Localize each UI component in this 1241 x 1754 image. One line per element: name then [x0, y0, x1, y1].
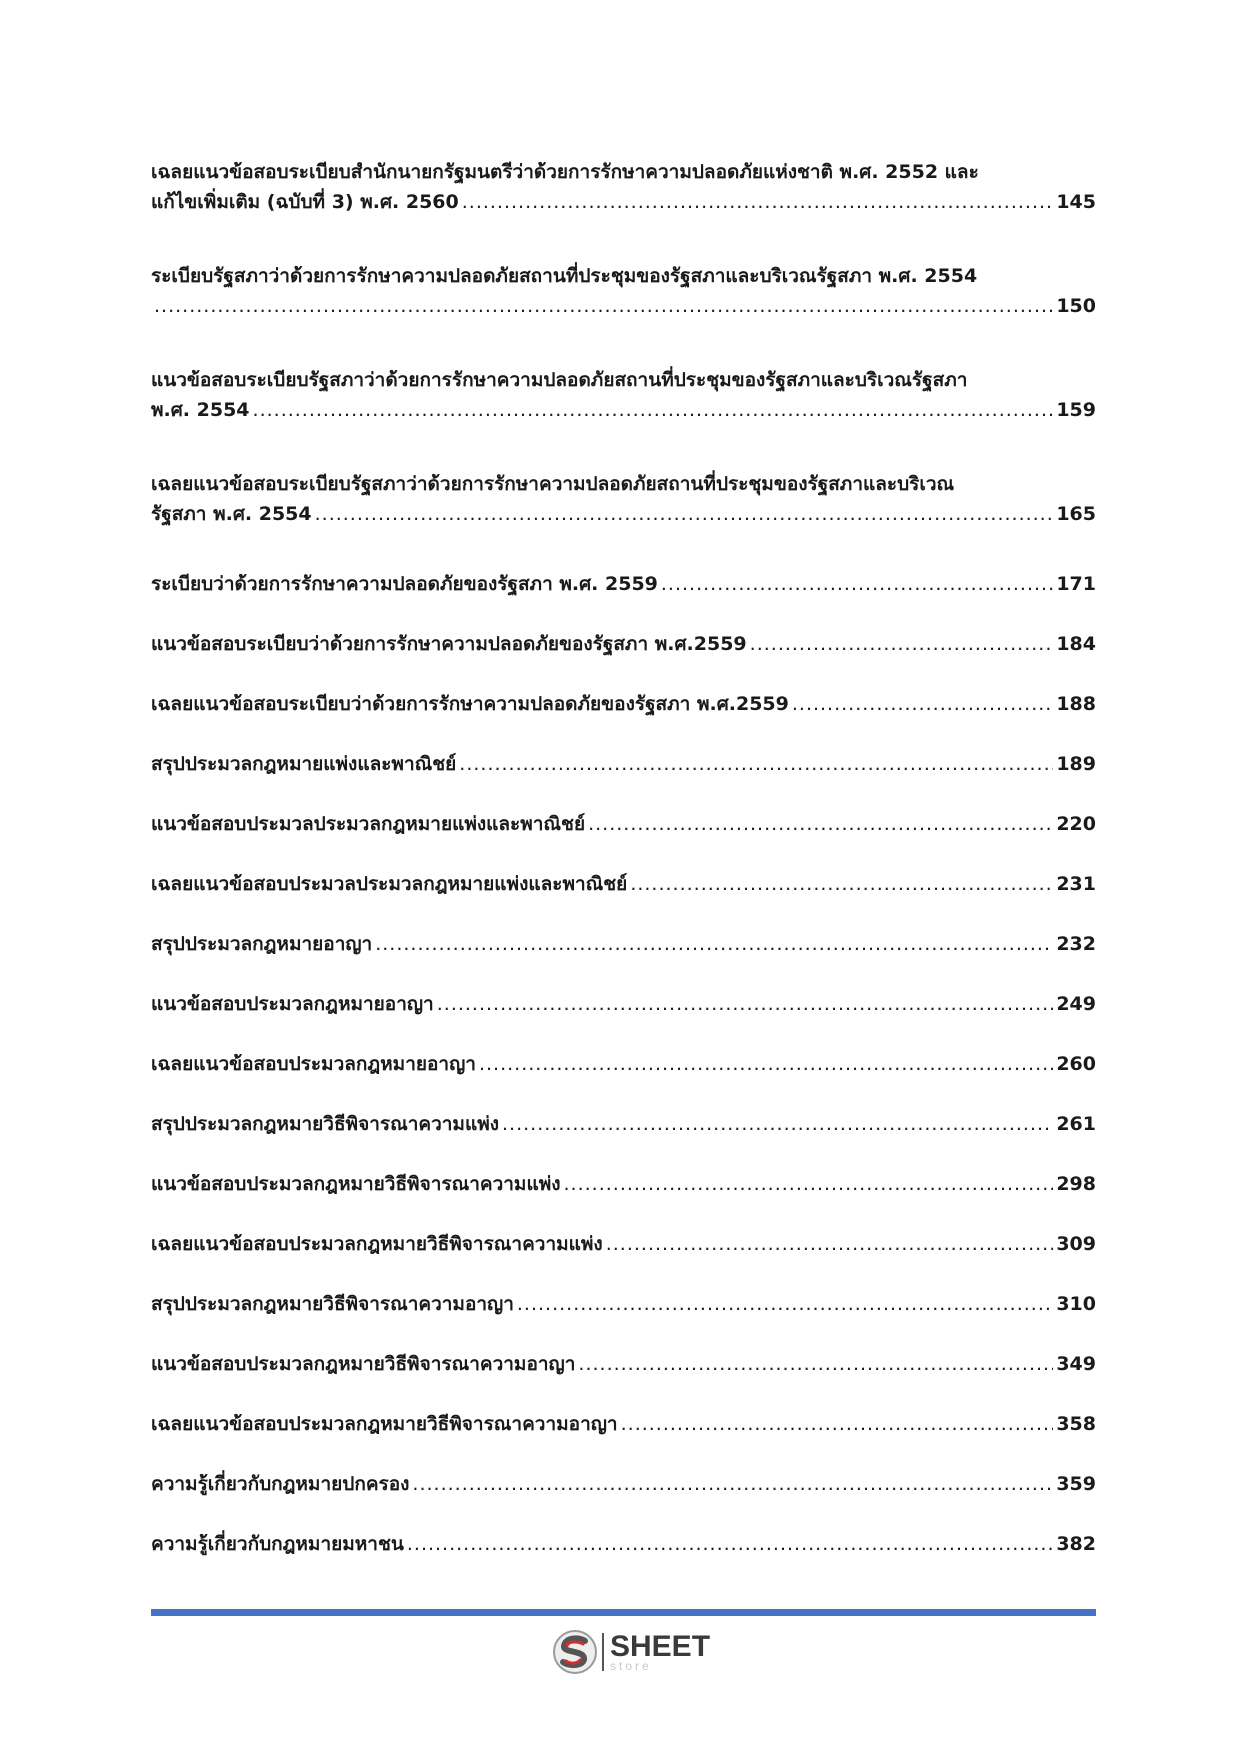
- toc-entry[interactable]: [151, 1109, 1096, 1139]
- leader-dots: [606, 1229, 1054, 1259]
- leader-dots: [621, 1409, 1054, 1439]
- toc-entry[interactable]: [151, 569, 1096, 599]
- toc-entry-title: ระเบียบรัฐสภาว่าด้วยการรักษาความปลอดภัยสถานที่ประชุมของรัฐสภาและบริเวณรัฐสภา พ.ศ. 2554: [151, 265, 978, 287]
- sheet-store-logo: [552, 1626, 722, 1678]
- toc-entry[interactable]: [151, 989, 1096, 1019]
- toc-entry-title: เฉลยแนวข้อสอบระเบียบว่าด้วยการรักษาความปลอดภัยของรัฐสภา พ.ศ.2559: [151, 693, 789, 715]
- toc-entry-title: ความรู้เกี่ยวกับกฎหมายปกครอง: [151, 1473, 410, 1495]
- toc-entry-title-cont: พ.ศ. 2554: [151, 399, 250, 421]
- toc-page-number: 145: [1056, 191, 1096, 213]
- toc-entry-title: แนวข้อสอบประมวลกฎหมายอาญา: [151, 993, 434, 1015]
- toc-entry-title: เฉลยแนวข้อสอบระเบียบรัฐสภาว่าด้วยการรักษาความปลอดภัยสถานที่ประชุมของรัฐสภาและบริเวณ: [151, 473, 955, 495]
- toc-entry-title: แนวข้อสอบประมวลกฎหมายวิธีพิจารณาความอาญา: [151, 1353, 576, 1375]
- toc-page-number: 260: [1056, 1053, 1096, 1075]
- toc-entry-title: เฉลยแนวข้อสอบประมวลประมวลกฎหมายแพ่งและพาณิชย์: [151, 873, 628, 895]
- toc-entry-title: แนวข้อสอบระเบียบรัฐสภาว่าด้วยการรักษาความปลอดภัยสถานที่ประชุมของรัฐสภาและบริเวณรัฐสภา: [151, 369, 968, 391]
- logo-divider: [602, 1633, 604, 1671]
- toc-page-number: 171: [1056, 573, 1096, 595]
- toc-page-number: 220: [1056, 813, 1096, 835]
- toc-entry[interactable]: [151, 469, 1096, 529]
- toc-entry-title: แนวข้อสอบประมวลประมวลกฎหมายแพ่งและพาณิชย์: [151, 813, 586, 835]
- toc-entry[interactable]: [151, 869, 1096, 899]
- leader-dots: [437, 989, 1054, 1019]
- toc-page-number: 358: [1056, 1413, 1096, 1435]
- toc-entry[interactable]: [151, 629, 1096, 659]
- leader-dots: [517, 1289, 1053, 1319]
- toc-page-number: 349: [1056, 1353, 1096, 1375]
- toc-entry-title: แนวข้อสอบระเบียบว่าด้วยการรักษาความปลอดภัยของรัฐสภา พ.ศ.2559: [151, 633, 747, 655]
- leader-dots: [459, 749, 1053, 779]
- toc-page-number: 309: [1056, 1233, 1096, 1255]
- toc-entry-title: สรุปประมวลกฎหมายอาญา: [151, 933, 373, 955]
- leader-dots: [588, 809, 1053, 839]
- toc-page-number: 165: [1056, 503, 1096, 525]
- leader-dots: [502, 1109, 1053, 1139]
- leader-dots: [661, 569, 1053, 599]
- toc-entry[interactable]: [151, 809, 1096, 839]
- toc-entry[interactable]: [151, 157, 1096, 217]
- leader-dots: [412, 1469, 1053, 1499]
- logo-subtitle: store: [610, 1659, 652, 1673]
- footer-rule: [151, 1609, 1096, 1616]
- leader-dots: [630, 869, 1053, 899]
- leader-dots: [462, 187, 1054, 217]
- toc-entry-title: เฉลยแนวข้อสอบประมวลกฎหมายอาญา: [151, 1053, 476, 1075]
- toc-entry[interactable]: [151, 1229, 1096, 1259]
- toc-entry[interactable]: [151, 1049, 1096, 1079]
- toc-page-number: 249: [1056, 993, 1096, 1015]
- logo-wordmark: SHEET: [610, 1630, 711, 1663]
- leader-dots: [564, 1169, 1054, 1199]
- leader-dots: [315, 499, 1054, 529]
- toc-page-number: 261: [1056, 1113, 1096, 1135]
- toc-page-number: 310: [1056, 1293, 1096, 1315]
- leader-dots: [375, 929, 1053, 959]
- toc-page-number: 298: [1056, 1173, 1096, 1195]
- toc-page-number: 189: [1056, 753, 1096, 775]
- toc-page-number: 188: [1056, 693, 1096, 715]
- toc-page-number: 232: [1056, 933, 1096, 955]
- toc-entry[interactable]: [151, 1289, 1096, 1319]
- toc-page-number: 231: [1056, 873, 1096, 895]
- toc-entry-title: แนวข้อสอบประมวลกฎหมายวิธีพิจารณาความแพ่ง: [151, 1173, 561, 1195]
- toc-entry-title: เฉลยแนวข้อสอบประมวลกฎหมายวิธีพิจารณาความอาญา: [151, 1413, 618, 1435]
- toc-entry-title: สรุปประมวลกฎหมายวิธีพิจารณาความอาญา: [151, 1293, 514, 1315]
- toc-entry[interactable]: [151, 365, 1096, 425]
- sheet-store-logo-icon: [552, 1629, 598, 1675]
- leader-dots: [479, 1049, 1053, 1079]
- toc-entry[interactable]: [151, 1409, 1096, 1439]
- leader-dots: [578, 1349, 1053, 1379]
- leader-dots: [154, 291, 1053, 321]
- toc-entry-title-cont: แก้ไขเพิ่มเติม (ฉบับที่ 3) พ.ศ. 2560: [151, 191, 459, 213]
- toc-page-number: 382: [1056, 1533, 1096, 1555]
- toc-entry[interactable]: [151, 929, 1096, 959]
- toc-entry[interactable]: [151, 1349, 1096, 1379]
- toc-entry-title: สรุปประมวลกฎหมายวิธีพิจารณาความแพ่ง: [151, 1113, 499, 1135]
- toc-entry-title-cont: รัฐสภา พ.ศ. 2554: [151, 503, 312, 525]
- toc-entry[interactable]: [151, 749, 1096, 779]
- toc-page-number: 184: [1056, 633, 1096, 655]
- toc-entry[interactable]: [151, 261, 1096, 321]
- toc-entry-title: ระเบียบว่าด้วยการรักษาความปลอดภัยของรัฐสภา พ.ศ. 2559: [151, 573, 658, 595]
- toc-page-number: 159: [1056, 399, 1096, 421]
- toc-page-number: 359: [1056, 1473, 1096, 1495]
- leader-dots: [792, 689, 1053, 719]
- toc-entry-title: เฉลยแนวข้อสอบระเบียบสำนักนายกรัฐมนตรีว่าด้วยการรักษาความปลอดภัยแห่งชาติ พ.ศ. 2552 และ: [151, 161, 979, 183]
- leader-dots: [407, 1529, 1053, 1559]
- toc-entry-title: เฉลยแนวข้อสอบประมวลกฎหมายวิธีพิจารณาความแพ่ง: [151, 1233, 603, 1255]
- toc-entry[interactable]: [151, 1169, 1096, 1199]
- toc-entry[interactable]: [151, 1529, 1096, 1559]
- leader-dots: [253, 395, 1054, 425]
- toc-page-number: 150: [1056, 295, 1096, 317]
- toc-entry-title: สรุปประมวลกฎหมายแพ่งและพาณิชย์: [151, 753, 457, 775]
- toc-entry[interactable]: [151, 1469, 1096, 1499]
- toc-entry[interactable]: [151, 689, 1096, 719]
- toc-entry-title: ความรู้เกี่ยวกับกฎหมายมหาชน: [151, 1533, 404, 1555]
- leader-dots: [750, 629, 1054, 659]
